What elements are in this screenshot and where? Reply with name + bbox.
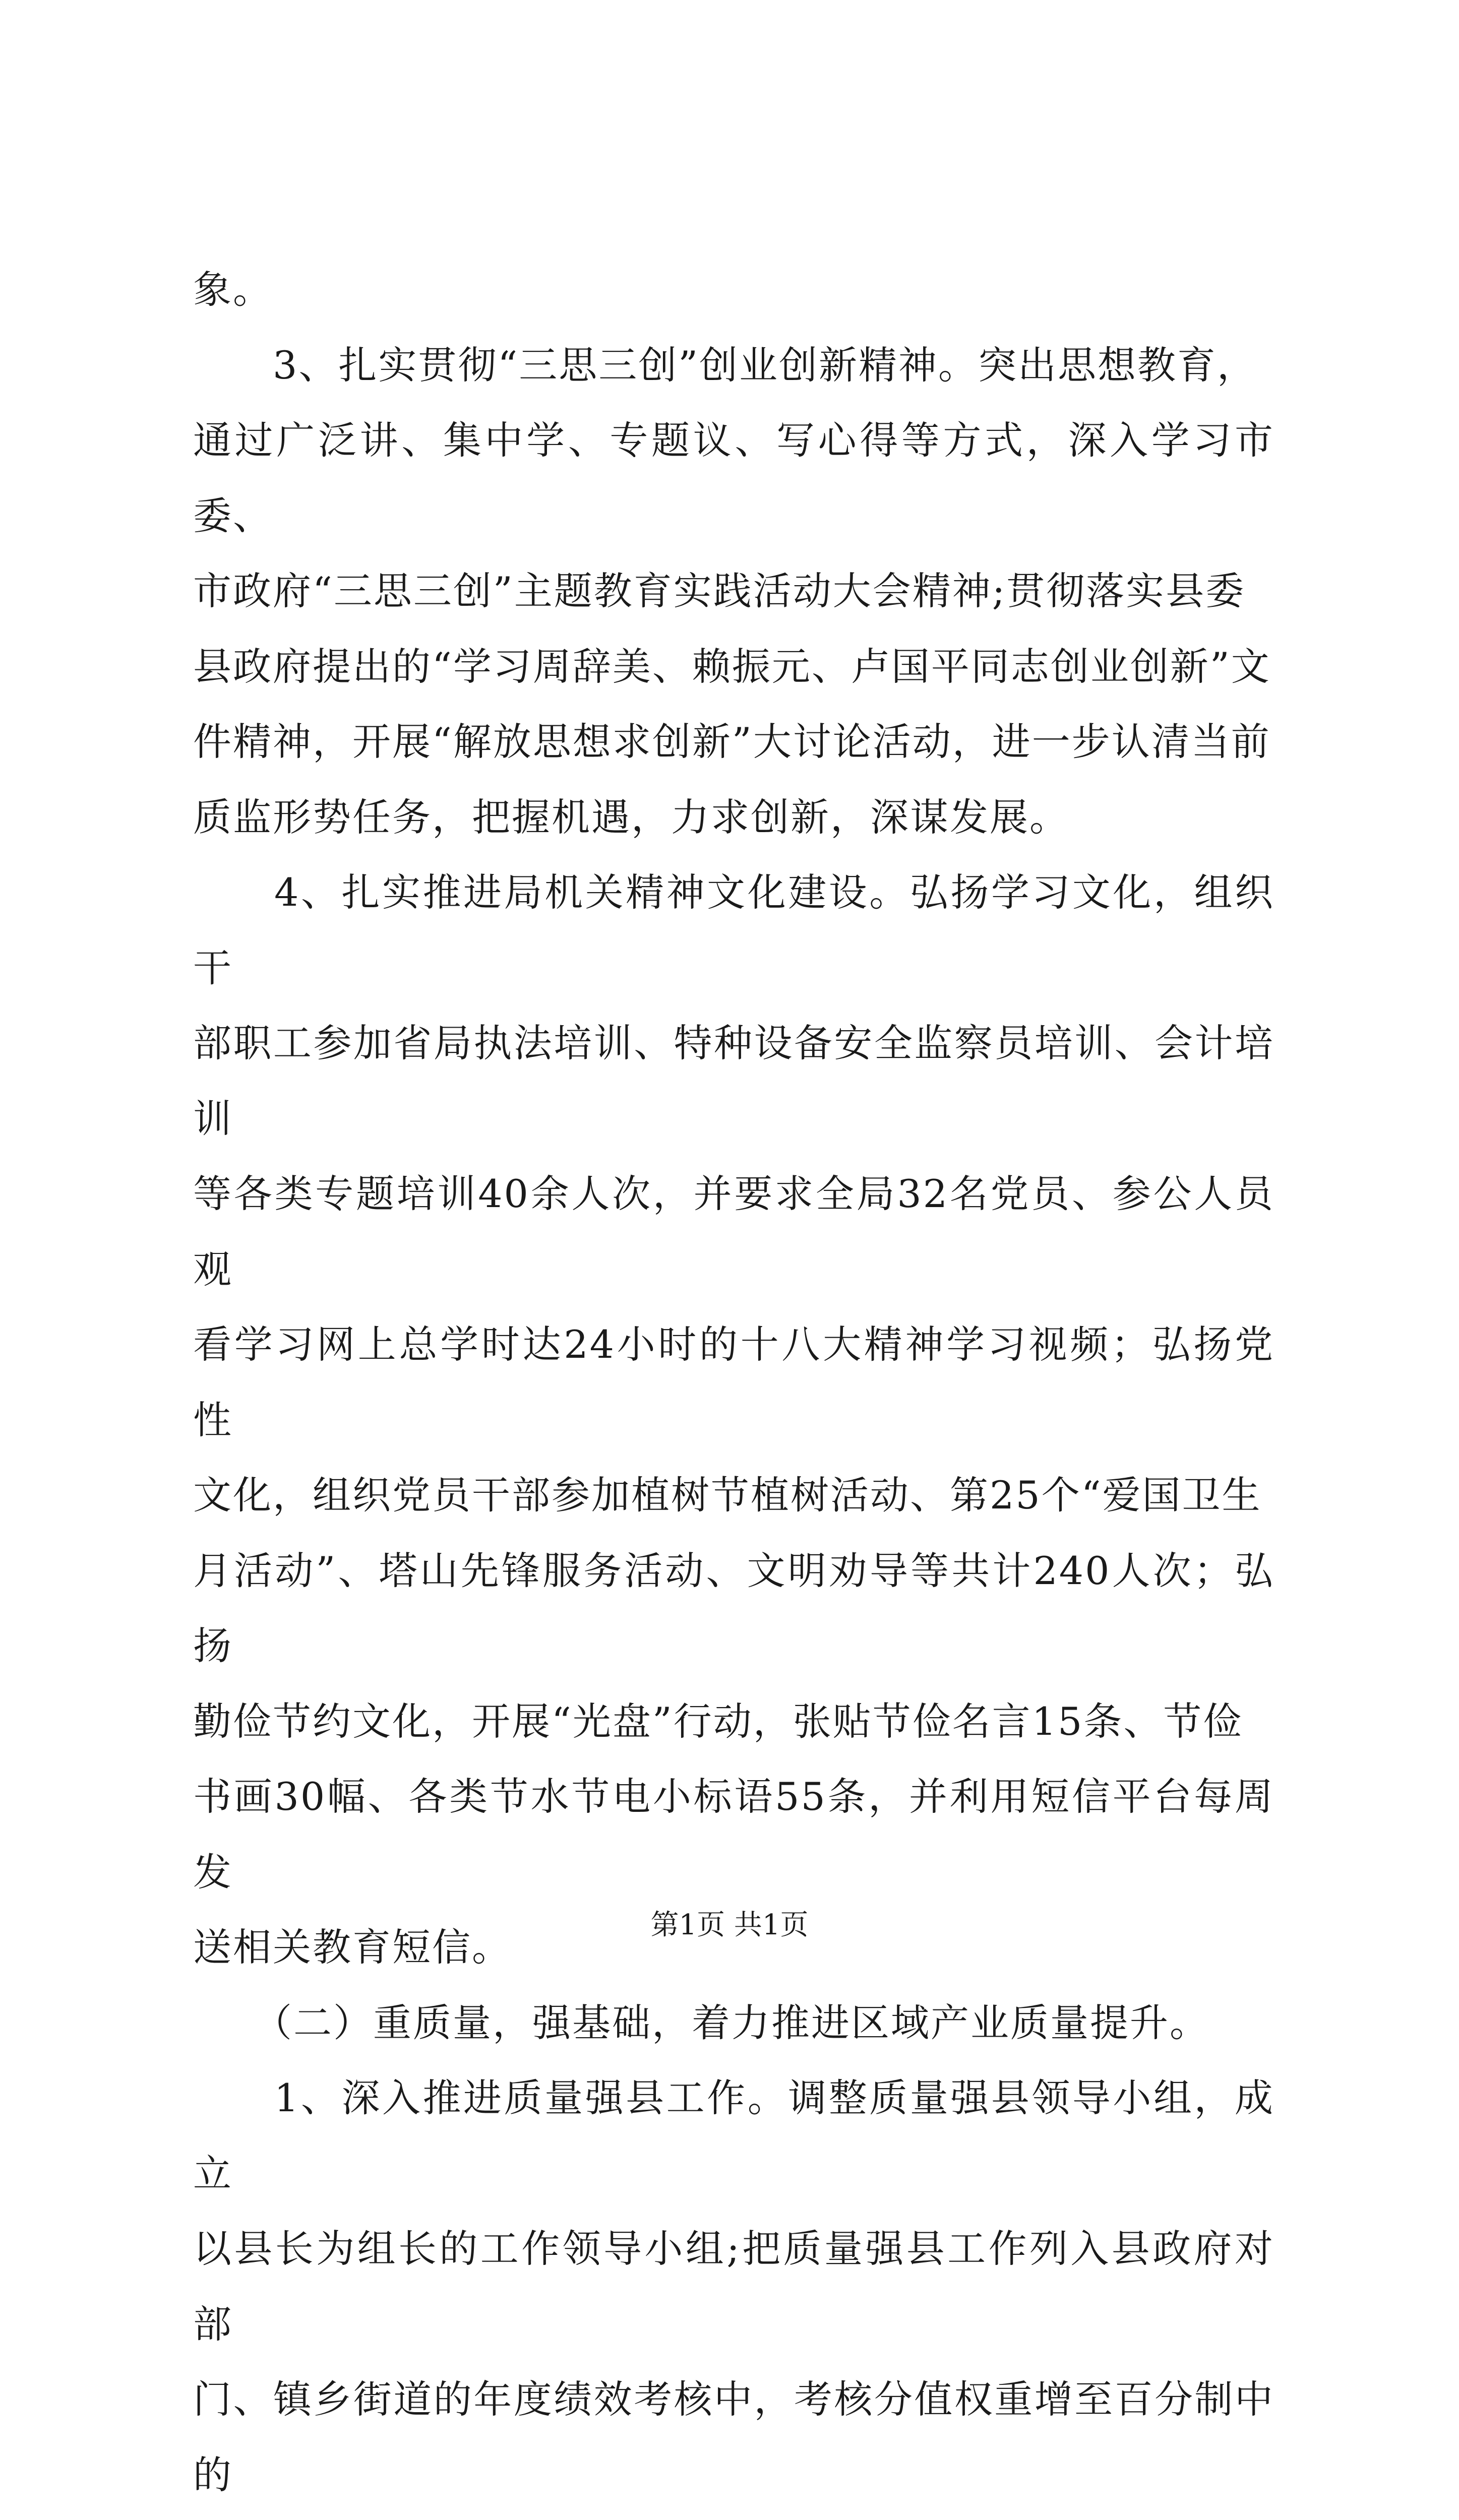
text-line: 3、扎实贯彻“三思三创”创业创新精神。突出思想教育， bbox=[193, 342, 1257, 388]
section-heading: （二）重质量，强基础，着力推进区域产业质量提升。 bbox=[193, 2000, 1209, 2045]
text-line: 勤俭节约文化，开展“光盘”行动，张贴节俭名言15条、节俭 bbox=[193, 1698, 1243, 1744]
text-line: 送相关教育短信。 bbox=[193, 1925, 512, 1970]
text-line: 1、深入推进质量强县工作。调整质量强县领导小组，成立 bbox=[193, 2075, 1274, 2196]
text-line: 等各类专题培训40余人次，并要求全局32名党员、参公人员观 bbox=[193, 1171, 1274, 1292]
text-line: 质监形势任务，把握机遇，力求创新，深谋发展。 bbox=[193, 794, 1069, 840]
text-line: 4、扎实推进局机关精神文化建设。弘扬学习文化，组织干 bbox=[193, 870, 1274, 990]
text-line: 件精神，开展“解放思想求创新”大讨论活动，进一步认清当前 bbox=[193, 719, 1271, 764]
text-line: 部职工参加省局执法培训、特种设备安全监察员培训、会计培训 bbox=[193, 1021, 1274, 1141]
text-line: 象。 bbox=[193, 267, 273, 312]
text-line: 通过广泛讲、集中学、专题议、写心得等方式，深入学习市委、 bbox=[193, 418, 1274, 538]
document-body bbox=[193, 252, 1274, 2520]
text-line: 看学习网上总学时达24小时的十八大精神学习视频；弘扬党性 bbox=[193, 1322, 1274, 1442]
page-footer bbox=[0, 1908, 1459, 1943]
text-line: 书画30幅、各类节水节电小标语55条，并利用短信平台每周发 bbox=[193, 1774, 1274, 1895]
page-number: 第1页 共1页 bbox=[650, 1909, 809, 1941]
text-line bbox=[193, 2512, 1274, 2520]
text-line: 门、镇乡街道的年度绩效考核中，考核分值权重增至百分制中的 bbox=[193, 2377, 1274, 2497]
text-line: 市政府“三思三创”主题教育实践活动大会精神;贯彻落实县委 bbox=[193, 569, 1246, 613]
text-line: 月活动”、塔山先锋服务活动、文明劝导等共计240人次；弘扬 bbox=[193, 1548, 1274, 1668]
text-line: 县政府提出的“学习周辞美、赖振元、卢国平同志创业创新”文 bbox=[193, 644, 1271, 689]
text-line: 文化，组织党员干部参加植树节植树活动、第25个“爱国卫生 bbox=[193, 1473, 1262, 1518]
text-line: 以县长为组长的工作领导小组;把质量强县工作列入县政府对部 bbox=[193, 2226, 1274, 2347]
